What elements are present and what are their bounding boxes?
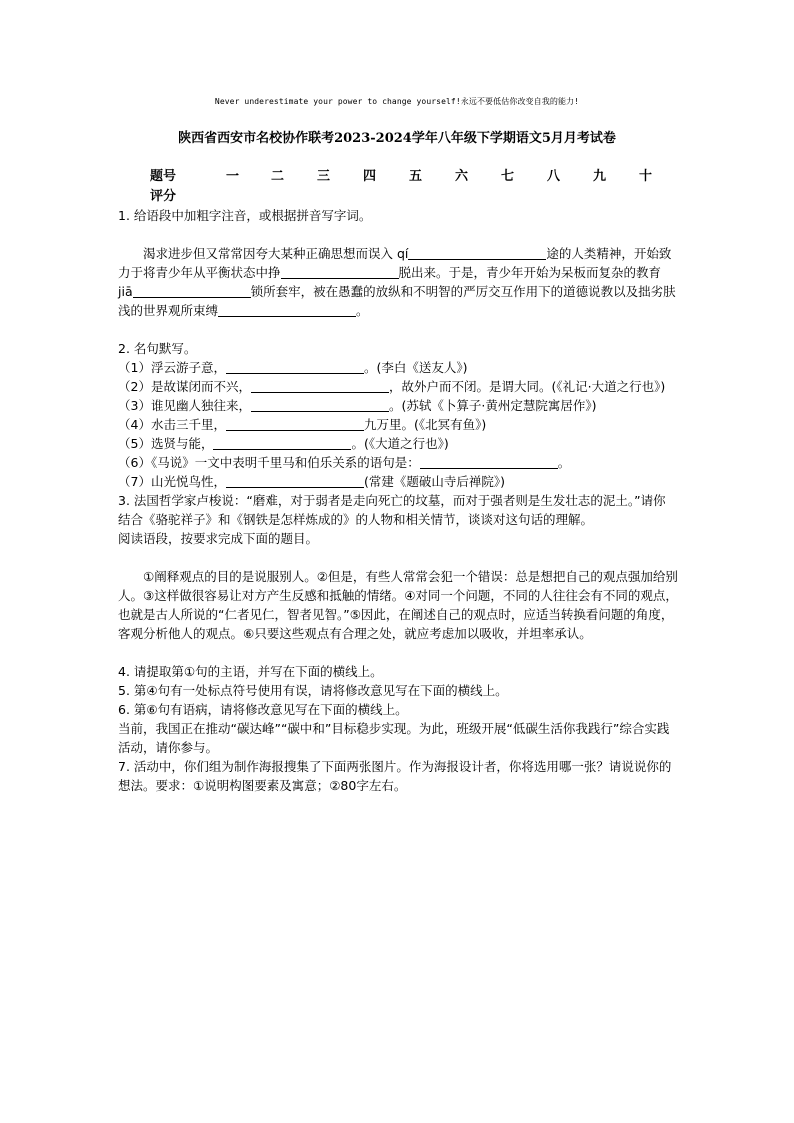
question-number-label: 题号 bbox=[150, 169, 177, 184]
q1-paragraph: 渴求进步但又常常因夸大某种正确思想而误入 qí 途的人类精神，开始致力于将青少年从平衡状态中挣 脱出来。于是，青少年开始为呆板而复杂的教育 jiā 锁所套牢，被在愚蠢的放纵和不明智的严厉交互作用下的道德说教以及拙劣肤浅的世界观所束缚 。 bbox=[118, 246, 676, 318]
answer-blank[interactable] bbox=[226, 360, 364, 374]
motto: Never underestimate your power to change yourself!永远不要低估你改变自我的能力! bbox=[214, 97, 580, 106]
column-6: 六 bbox=[455, 169, 469, 184]
column-1: 一 bbox=[226, 169, 240, 184]
q7-prompt: 7. 活动中，你们组为制作海报搜集了下面两张图片。作为海报设计者，你将选用哪一张？请说说你的想法。要求：①说明构图要素及寓意；②80字左右。 bbox=[118, 759, 672, 793]
answer-blank[interactable] bbox=[251, 398, 389, 412]
column-8: 八 bbox=[547, 169, 561, 184]
column-4: 四 bbox=[363, 169, 377, 184]
score-label: 评分 bbox=[150, 189, 177, 204]
q2-prompt: 2. 名句默写。 bbox=[118, 341, 197, 356]
answer-blank[interactable] bbox=[281, 265, 399, 279]
answer-blank[interactable] bbox=[226, 474, 364, 488]
questions-body bbox=[118, 206, 678, 795]
column-10: 十 bbox=[639, 169, 653, 184]
score-table-header-row bbox=[150, 165, 670, 185]
answer-blank[interactable] bbox=[213, 436, 351, 450]
q4-prompt: 4. 请提取第①句的主语，并写在下面的横线上。 bbox=[118, 664, 383, 679]
q2-item: （6）《马说》一文中表明千里马和伯乐关系的语句是： 。 bbox=[118, 455, 571, 470]
page-title: 陕西省西安市名校协作联考2023-2024学年八年级下学期语文5月月考试卷 bbox=[178, 131, 616, 146]
column-2: 二 bbox=[271, 169, 285, 184]
answer-blank[interactable] bbox=[218, 303, 356, 317]
q5-prompt: 5. 第④句有一处标点符号使用有误，请将修改意见写在下面的横线上。 bbox=[118, 683, 508, 698]
q2-item: （2）是故谋闭而不兴， ，故外户而不闭。是谓大同。(《礼记·大道之行也》) bbox=[118, 379, 666, 394]
answer-blank[interactable] bbox=[133, 284, 251, 298]
score-table-score-row bbox=[150, 185, 670, 205]
q3-prompt: 3. 法国哲学家卢梭说：“磨难，对于弱者是走向死亡的坟墓，而对于强者则是生发壮志的泥土。”请你结合《骆驼祥子》和《钢铁是怎样炼成的》的人物和相关情节，谈谈对这句话的理解。 bbox=[118, 493, 666, 527]
column-3: 三 bbox=[317, 169, 331, 184]
q2-item: （7）山光悦鸟性， (常建《题破山寺后禅院》) bbox=[118, 474, 505, 489]
answer-blank[interactable] bbox=[251, 379, 389, 393]
reading-intro: 阅读语段，按要求完成下面的题目。 bbox=[118, 531, 319, 546]
q2-item: （3）谁见幽人独往来， 。(苏轼《卜算子·黄州定慧院寓居作》) bbox=[118, 398, 597, 413]
score-table bbox=[150, 165, 670, 205]
answer-blank[interactable] bbox=[420, 455, 558, 469]
column-5: 五 bbox=[409, 169, 423, 184]
activity-intro: 当前，我国正在推动“碳达峰”“碳中和”目标稳步实现。为此，班级开展“低碳生活你我践行”综合实践活动，请你参与。 bbox=[118, 721, 670, 755]
reading-passage: ①阐释观点的目的是说服别人。②但是，有些人常常会犯一个错误：总是想把自己的观点强加给别人。③这样做很容易让对方产生反感和抵触的情绪。④对同一个问题，不同的人往往会有不同的观点，也就是古人所说的“仁者见仁，智者见智。”⑤因此，在阐述自己的观点时，应适当转换看问题的角度，客观分析他人的观点。⑥只要这些观点有合理之处，就应考虑加以吸收，并坦率承认。 bbox=[118, 569, 678, 641]
q2-item: （4）水击三千里， 九万里。(《北冥有鱼》) bbox=[118, 417, 487, 432]
q2-item: （1）浮云游子意， 。(李白《送友人》) bbox=[118, 360, 468, 375]
q1-prompt: 1. 给语段中加粗字注音，或根据拼音写字词。 bbox=[118, 208, 372, 223]
answer-blank[interactable] bbox=[226, 417, 364, 431]
column-7: 七 bbox=[501, 169, 515, 184]
q2-item: （5）选贤与能， 。(《大道之行也》) bbox=[118, 436, 449, 451]
q6-prompt: 6. 第⑥句有语病，请将修改意见写在下面的横线上。 bbox=[118, 702, 408, 717]
column-9: 九 bbox=[593, 169, 607, 184]
answer-blank[interactable] bbox=[408, 246, 546, 260]
